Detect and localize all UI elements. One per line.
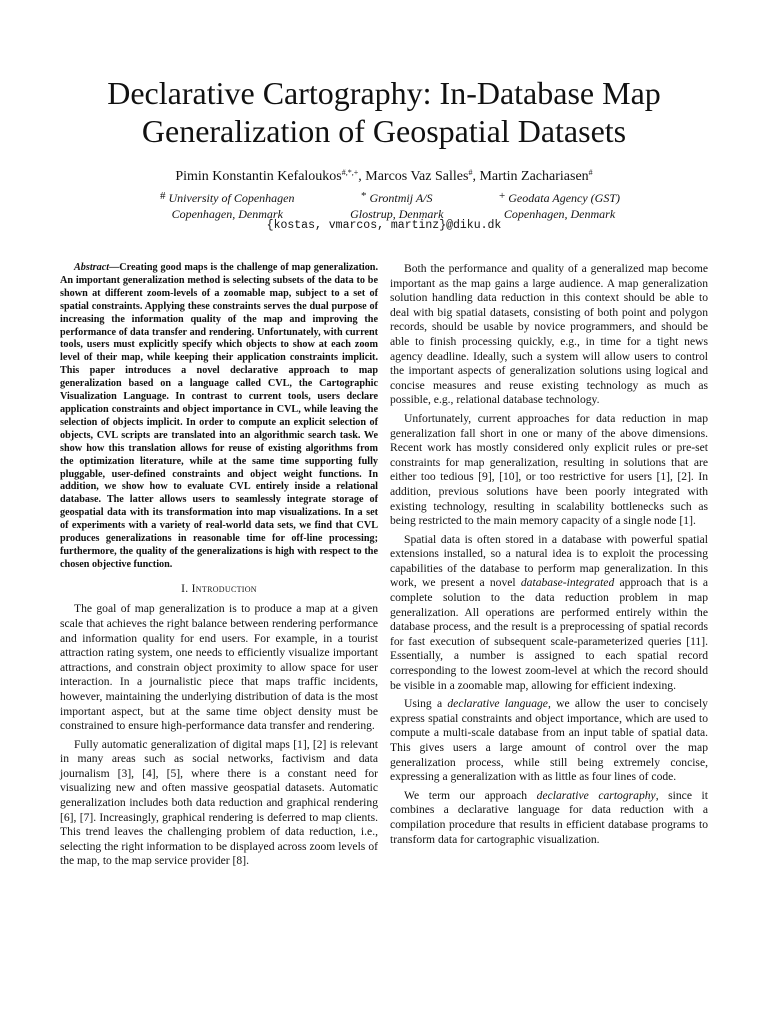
affiliation-org: Grontmij A/S [369, 191, 433, 205]
left-column [60, 262, 378, 873]
affiliation-org: University of Copenhagen [168, 191, 295, 205]
author-marks: # [468, 168, 473, 177]
affiliation-location: Glostrup, Denmark [350, 207, 444, 221]
author-emails: {kostas, vmarcos, martinz}@diku.dk [266, 219, 502, 232]
right-column [390, 262, 708, 851]
emphasis: database-integrated [520, 576, 615, 590]
abstract [60, 262, 378, 572]
abstract-label: Abstract [74, 262, 110, 273]
affiliations [160, 188, 620, 222]
emphasis: declarative language [447, 697, 548, 711]
section-heading: I. Introduction [181, 581, 257, 595]
emphasis: declarative cartography [536, 788, 656, 802]
body-paragraph: Both the performance and quality of a generalized map become important as the map gains a large audience. A map generalization solution handling data reduction in this context should be able to deal with big spatial datasets, consisting of both point and polygon records, should be usable by novice programmers, and should be able to finish processing quickly, e.g., in time for a tight news agency deadline. Ideally, such a system will allow users to control the important aspects of generalization solutions using logical and concise measures and reuse existing technology as much as possible, e.g., relational database technology. [390, 262, 708, 407]
abstract-text: —Creating good maps is the challenge of map generalization. An important generalization method is selecting subsets of the data to be shown at different zoom-levels of a zoomable map, subject to a set of spatial constraints. Applying these constraints serves the dual purpose of increasing the information quality of the map and improving the performance of data transfer and rendering. Unfortunately, with current tools, users must explicitly specify which objects to show at each zoom level of their map, while keeping their application constraints implicit. This paper introduces a novel declarative approach to map generalization based on a language called CVL, the Cartographic Visualization Language. In contrast to current tools, users declare application constraints and object importance in CVL, while leaving the selection of objects implicit. In order to compute an explicit selection of objects, CVL scripts are translated into an algorithmic search task. We show how this translation allows for reuse of existing algorithms from the optimization literature, while at the same time supporting fully pluggable, user-defined constraints and object weight functions. In addition, we show how to evaluate CVL entirely inside a relational database. The latter allows users to seamlessly integrate storage of geospatial data with its transformation into map visualizations. In a set of experiments with a variety of real-world data sets, we find that CVL produces generalizations in reasonable time for off-line processing; furthermore, the quality of the generalizations is high with respect to the chosen objective function. [60, 262, 378, 570]
affiliation [350, 188, 443, 222]
author-name: Martin Zachariasen [479, 169, 589, 184]
affiliation-org: Geodata Agency (GST) [508, 191, 620, 205]
body-paragraph: Using a declarative language, we allow the user to concisely express spatial constraints and object importance, which are used to compute a multi-scale database from an input table of spatial data. This gives users a large amount of control over the map generalization process, while still being extremely concise, expressing a generalization with as little as four lines of code. [390, 697, 708, 784]
affiliation-location: Copenhagen, Denmark [171, 207, 283, 221]
author-list: Pimin Konstantin Kefaloukos#,*,+, Marcos Vaz Salles#, Martin Zachariasen# [175, 168, 593, 184]
body-paragraph: We term our approach declarative cartography, since it combines a declarative language for data reduction with a compilation procedure that results in efficient database programs to transform data for cartographic visualization. [390, 788, 708, 846]
body-paragraph: Spatial data is often stored in a database with powerful spatial extensions installed, so a natural idea is to exploit the processing capabilities of the database to perform map generalization. In this work, we present a novel database-integrated approach that is a complete solution to the data reduction problem in map generalization. All operations are performed entirely within the database process, and the result is a preprocessing of spatial records for fast execution of subsequent scale-parameterized queries [11]. Essentially, a number is assigned to each spatial record corresponding to the lowest zoom-level at which the record should be visible in a zoomable map, allowing for efficient indexing. [390, 532, 709, 692]
affiliation [499, 188, 620, 222]
body-paragraph: The goal of map generalization is to produce a map at a given scale that achieves the right balance between rendering performance and information quality for end users. For example, in a tourist attraction rating system, one needs to efficiently visualize important attractions, and constrain object proximity to allow space for user interaction. In a journalistic piece that maps traffic incidents, however, maintaining the underlying distribution of data is the most important aspect, but at the same time object density must be constrained to ensure high-performance data transfer and rendering. [60, 602, 378, 733]
body-paragraph: Unfortunately, current approaches for data reduction in map generalization fall short in one or many of the above dimensions. Recent work has mostly considered only explicit rules or pre-set constraints for map generalization, resulting in solutions that are either too tedious [9], [10], or too restrictive for users [1], [2]. In addition, previous solutions have been poorly integrated with existing technology, resulting in scalability bottlenecks such as being restricted to the main memory capacity of a single node [1]. [390, 411, 708, 528]
author-name: Marcos Vaz Salles [365, 169, 469, 184]
affiliation-mark: # [160, 190, 166, 202]
affiliation-mark: + [499, 190, 506, 202]
affiliation-location: Copenhagen, Denmark [503, 207, 616, 221]
author-name: Pimin Konstantin Kefaloukos [175, 169, 342, 184]
affiliation-mark: * [361, 190, 367, 202]
body-paragraph: Fully automatic generalization of digital maps [1], [2] is relevant in many areas such as social networks, factivism and data journalism [3], [4], [5], where there is a constant need for visualizing new and often massive geospatial datasets. Automatic generalization includes both data reduction and graphical rendering [6], [7]. Increasingly, graphical rendering is deferred to map clients. This trend leaves the challenging problem of data reduction, i.e., selecting the right information to be displayed across zoom levels of the map, to the map service provider [8]. [60, 737, 378, 868]
paper-title: Declarative Cartography: In-Database Map Generalization of Geospatial Datasets [107, 75, 661, 149]
affiliation [160, 188, 294, 222]
author-marks: #,*,+ [341, 168, 359, 177]
author-marks: # [588, 168, 593, 177]
